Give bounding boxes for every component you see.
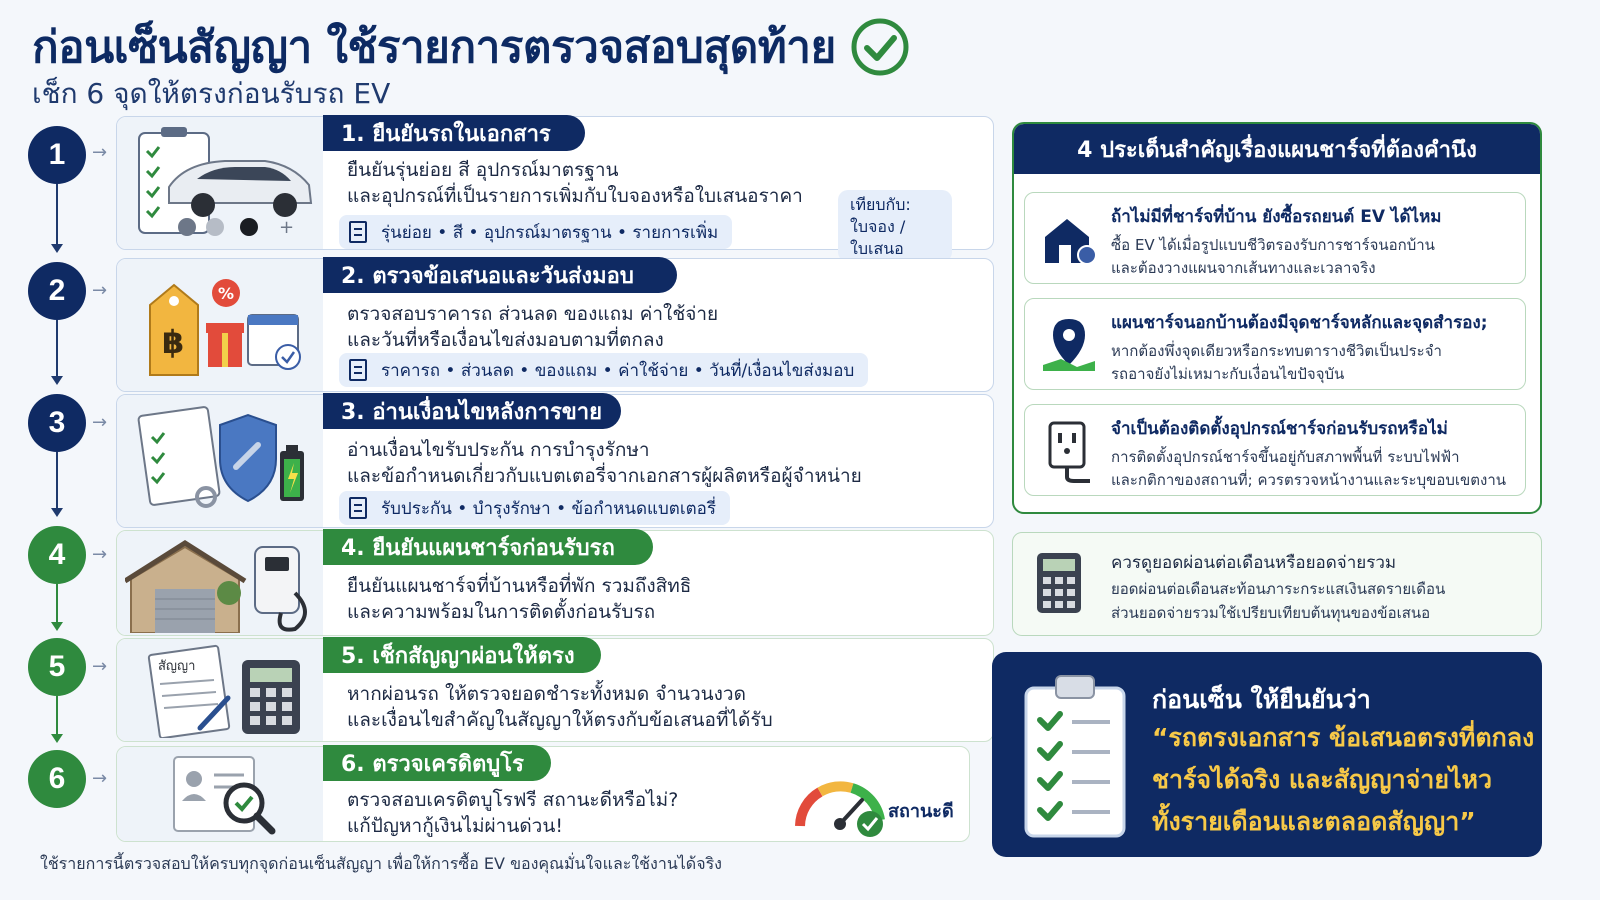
footer-note: ใช้รายการนี้ตรวจสอบให้ครบทุกจุดก่อนเซ็นสัญญา เพื่อให้การซื้อ EV ของคุณมั่นใจและใช้งานได้จริง	[40, 854, 722, 873]
document-icon	[349, 221, 367, 243]
final-line-2: ชาร์จได้จริง และสัญญาจ่ายไหว	[1152, 765, 1493, 794]
step-desc-6-line-1: ตรวจสอบเครดิตบูโรฟรี สถานะดีหรือไม่?	[347, 789, 679, 811]
contract-illustration	[117, 639, 323, 741]
final-confirmation-box	[992, 652, 1542, 857]
step-number-2: 2	[28, 262, 86, 320]
step-number-6: 6	[28, 750, 86, 808]
step-desc-1-line-2: และอุปกรณ์ที่เป็นรายการเพิ่มกับใบจองหรือใบเสนอราคา	[347, 185, 803, 207]
home-charger-illustration	[117, 531, 323, 635]
step-title-5: 5. เช็กสัญญาผ่อนให้ตรง	[323, 637, 601, 673]
svg-text:+: +	[279, 217, 295, 238]
step-number-4: 4	[28, 526, 86, 584]
credit-status-badge	[790, 760, 966, 838]
step-desc-1-line-1: ยืนยันรุ่นย่อย สี อุปกรณ์มาตรฐาน	[347, 159, 619, 181]
charging-item-1	[1024, 192, 1526, 284]
step-title-6: 6. ตรวจเครดิตบูโร	[323, 745, 551, 781]
step-card-2	[116, 258, 994, 392]
step-card-5	[116, 638, 994, 742]
arrow-down-icon	[51, 734, 63, 743]
compare-note	[838, 190, 952, 262]
step-tags-1	[339, 215, 732, 249]
step-card-3	[116, 394, 994, 528]
arrow-right-icon: →	[92, 544, 108, 565]
car-icon	[125, 123, 315, 243]
step-desc-5-line-1: หากผ่อนรถ ให้ตรวจยอดชำระทั้งหมด จำนวนงวด	[347, 683, 746, 705]
step-desc-5-line-2: และเงื่อนไขสำคัญในสัญญาให้ตรงกับข้อเสนอที่ได้รับ	[347, 709, 773, 731]
step-card-4	[116, 530, 994, 636]
step-connector	[56, 184, 58, 246]
charging-item-1-line-2: และต้องวางแผนจากเส้นทางและเวลาจริง	[1111, 259, 1376, 277]
tag-list: ราคารถ • ส่วนลด • ของแถม • ค่าใช้จ่าย • วันที่/เงื่อนไขส่งมอบ	[381, 360, 855, 381]
credit-check-illustration	[117, 747, 323, 841]
price-tag-icon	[130, 265, 310, 385]
charging-item-1-line-1: ซื้อ EV ได้เมื่อรูปแบบชีวิตรองรับการชาร์จนอกบ้าน	[1111, 236, 1435, 254]
final-line-3: ทั้งรายเดือนและตลอดสัญญา”	[1152, 807, 1476, 836]
arrow-right-icon: →	[92, 768, 108, 789]
step-connector	[56, 320, 58, 378]
step-title-3: 3. อ่านเงื่อนไขหลังการขาย	[323, 393, 621, 429]
charging-item-2-line-2: รถอาจยังไม่เหมาะกับเงื่อนไขปัจจุบัน	[1111, 365, 1345, 383]
contract-label: สัญญา	[158, 659, 196, 674]
step-desc-4-line-1: ยืนยันแผนชาร์จที่บ้านหรือที่พัก รวมถึงสิทธิ	[347, 575, 692, 597]
step-tags-3	[339, 491, 730, 525]
charging-item-2-title: แผนชาร์จนอกบ้านต้องมีจุดชาร์จหลักและจุดสำรอง;	[1111, 313, 1488, 333]
arrow-down-icon	[51, 508, 63, 517]
arrow-right-icon: →	[92, 280, 108, 301]
page-subtitle: เช็ก 6 จุดให้ตรงก่อนรับรถ EV	[32, 77, 391, 110]
clipboard-checklist-icon	[1020, 670, 1130, 840]
step-desc-6-line-2: แก้ปัญหากู้เงินไม่ผ่านด่วน!	[347, 815, 563, 837]
arrow-down-icon	[51, 622, 63, 631]
step-connector	[56, 452, 58, 510]
step-number-5: 5	[28, 638, 86, 696]
charging-item-1-title: ถ้าไม่มีที่ชาร์จที่บ้าน ยังซื้อรถยนต์ EV ได้ไหม	[1111, 207, 1442, 227]
compare-quotation: ใบเสนอ	[850, 239, 904, 258]
charging-item-2	[1024, 298, 1526, 390]
svg-text:%: %	[218, 284, 235, 303]
payment-title: ควรดูยอดผ่อนต่อเดือนหรือยอดจ่ายรวม	[1111, 553, 1397, 573]
payment-line-1: ยอดผ่อนต่อเดือนสะท้อนภาระกระแสเงินสดรายเดือน	[1111, 580, 1446, 598]
step-number-1: 1	[28, 126, 86, 184]
compare-label: เทียบกับ:	[850, 195, 911, 214]
arrow-right-icon: →	[92, 656, 108, 677]
warranty-illustration	[117, 395, 323, 527]
car-checklist-illustration	[117, 117, 323, 249]
svg-text:฿: ฿	[162, 323, 185, 361]
payment-card	[1012, 532, 1542, 636]
step-desc-3-line-1: อ่านเงื่อนไขรับประกัน การบำรุงรักษา	[347, 439, 650, 461]
step-title-2: 2. ตรวจข้อเสนอและวันส่งมอบ	[323, 257, 677, 293]
charging-panel-heading: 4 ประเด็นสำคัญเรื่องแผนชาร์จที่ต้องคำนึง	[1014, 124, 1540, 174]
step-tags-2	[339, 353, 868, 387]
gauge-icon	[790, 760, 890, 838]
magnifier-icon	[140, 751, 300, 837]
step-connector	[56, 696, 58, 736]
arrow-right-icon: →	[92, 142, 108, 163]
step-desc-2-line-2: และวันที่หรือเงื่อนไขส่งมอบตามที่ตกลง	[347, 329, 664, 351]
step-desc-4-line-2: และความพร้อมในการติดตั้งก่อนรับรถ	[347, 601, 656, 623]
step-connector	[56, 584, 58, 624]
wall-socket-icon	[1037, 419, 1101, 483]
step-title-1: 1. ยืนยันรถในเอกสาร	[323, 115, 585, 151]
check-circle-icon	[850, 17, 910, 77]
shield-icon	[130, 401, 310, 521]
charging-item-3-title: จำเป็นต้องติดตั้งอุปกรณ์ชาร์จก่อนรับรถหรือไม่	[1111, 419, 1448, 439]
charging-item-2-line-1: หากต้องพึ่งจุดเดียวหรือกระทบตารางชีวิตเป็นประจำ	[1111, 342, 1442, 360]
status-label: สถานะดี	[888, 801, 954, 822]
arrow-down-icon	[51, 376, 63, 385]
document-icon	[349, 359, 367, 381]
final-line-1: “รถตรงเอกสาร ข้อเสนอตรงที่ตกลง	[1152, 723, 1535, 752]
arrow-down-icon	[51, 244, 63, 253]
arrow-right-icon: →	[92, 412, 108, 433]
document-icon	[349, 497, 367, 519]
contract-calculator-icon	[130, 642, 310, 738]
calculator-icon	[1027, 551, 1091, 615]
charging-item-3-line-2: และกติกาของสถานที่; ควรตรวจหน้างานและระบุขอบเขตงาน	[1111, 471, 1507, 489]
payment-line-2: ส่วนยอดจ่ายรวมใช้เปรียบเทียบต้นทุนของข้อเสนอ	[1111, 604, 1431, 622]
step-title-4: 4. ยืนยันแผนชาร์จก่อนรับรถ	[323, 529, 653, 565]
final-heading: ก่อนเซ็น ให้ยืนยันว่า	[1152, 685, 1371, 714]
map-pin-icon	[1037, 313, 1101, 377]
price-tag-illustration	[117, 259, 323, 391]
charging-item-3-line-1: การติดตั้งอุปกรณ์ชาร์จขึ้นอยู่กับสภาพพื้นที่ ระบบไฟฟ้า	[1111, 448, 1460, 466]
step-desc-3-line-2: และข้อกำหนดเกี่ยวกับแบตเตอรี่จากเอกสารผู้ผลิตหรือผู้จำหน่าย	[347, 465, 862, 487]
house-charger-icon	[125, 533, 315, 633]
charging-item-3	[1024, 404, 1526, 496]
step-desc-2-line-1: ตรวจสอบราคารถ ส่วนลด ของแถม ค่าใช้จ่าย	[347, 303, 719, 325]
tag-list: รุ่นย่อย • สี • อุปกรณ์มาตรฐาน • รายการเพิ่ม	[381, 222, 719, 243]
step-number-3: 3	[28, 394, 86, 452]
house-plug-icon	[1037, 207, 1101, 271]
page-title: ก่อนเซ็นสัญญา ใช้รายการตรวจสอบสุดท้าย	[32, 22, 836, 73]
compare-booking: ใบจอง /	[850, 217, 906, 236]
tag-list: รับประกัน • บำรุงรักษา • ข้อกำหนดแบตเตอรี่	[381, 498, 717, 519]
